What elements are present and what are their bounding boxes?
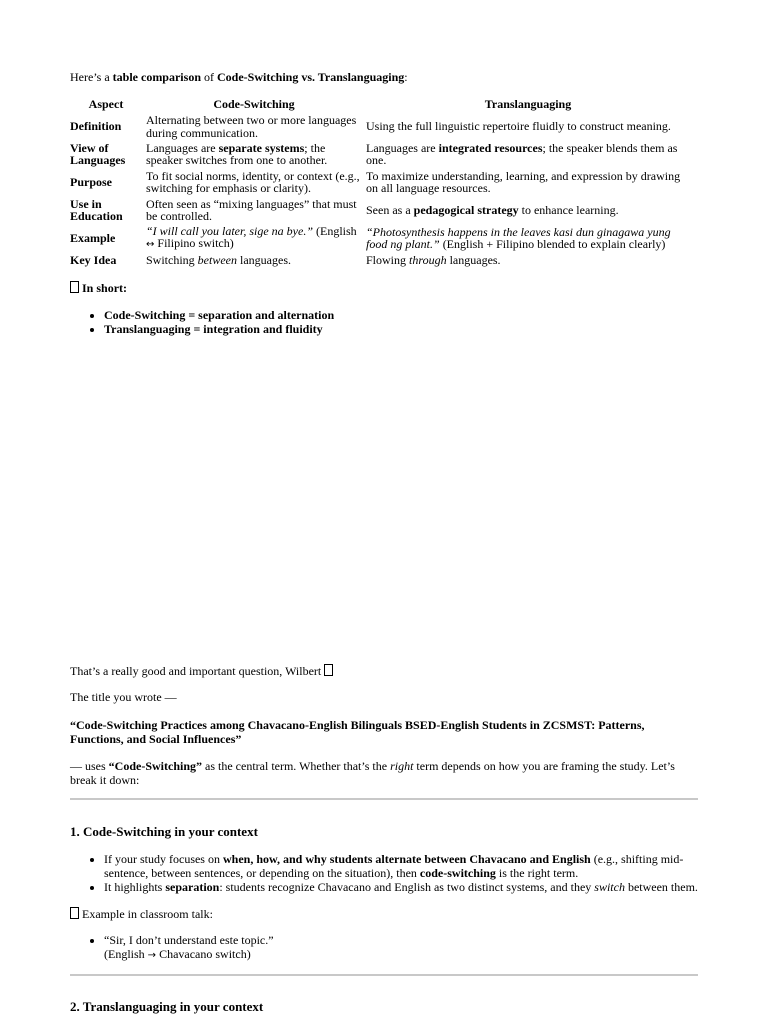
table-header-row xyxy=(68,95,692,113)
example-label: Example in classroom talk: xyxy=(70,907,698,921)
in-short-list xyxy=(70,308,698,336)
row-translanguaging: Seen as a pedagogical strategy to enhance learning. xyxy=(366,202,619,217)
row-aspect: View of Languages xyxy=(70,140,126,167)
header-translanguaging: Translanguaging xyxy=(484,97,572,111)
missing-glyph-icon xyxy=(70,907,79,919)
comparison-table xyxy=(68,95,692,268)
row-aspect: Definition xyxy=(70,119,122,134)
study-title: “Code-Switching Practices among Chavacano-English Bilinguals BSED-English Students in ZCSMST: Patterns, Functions, and Social Influences” xyxy=(70,718,645,746)
row-translanguaging: “Photosynthesis happens in the leaves kasi dun ginagawa yung food ng plant.” (English + Filipino blended to explain clearly) xyxy=(366,224,671,251)
row-aspect: Example xyxy=(70,230,116,245)
missing-glyph-icon xyxy=(70,281,79,293)
table-row xyxy=(68,252,692,268)
table-row xyxy=(68,224,692,252)
header-aspect: Aspect xyxy=(88,97,124,111)
row-code-switching: Switching between languages. xyxy=(146,252,291,267)
list-item: • If your study focuses on when, how, and why students alternate between Chavacano and English (e.g., shifting mid-sentence, between sentences, or depending on the situation), then code-switching is the right term. xyxy=(104,852,698,880)
section2-heading: 2. Translanguaging in your context xyxy=(70,999,264,1014)
row-translanguaging: Languages are integrated resources; the speaker blends them as one. xyxy=(366,140,678,167)
row-translanguaging: Flowing through languages. xyxy=(366,252,501,267)
table-row xyxy=(68,168,692,196)
row-aspect: Purpose xyxy=(70,174,112,189)
list-item: • “Sir, I don’t understand este topic.” (English → Chavacano switch) xyxy=(104,933,698,963)
row-translanguaging: To maximize understanding, learning, and expression by drawing on all language resources. xyxy=(366,168,681,195)
row-aspect: Use in Education xyxy=(70,196,123,223)
divider xyxy=(70,974,698,976)
divider xyxy=(70,798,698,800)
intro-paragraph: Here’s a table comparison of Code-Switching vs. Translanguaging: xyxy=(70,70,408,84)
row-code-switching: To fit social norms, identity, or context (e.g., switching for emphasis or clarity). xyxy=(146,168,360,195)
row-aspect: Key Idea xyxy=(70,252,117,267)
missing-glyph-icon xyxy=(324,664,333,676)
list-item: • Code-Switching = separation and alternation xyxy=(104,308,698,322)
table-row xyxy=(68,113,692,140)
row-code-switching: Alternating between two or more languages during communication. xyxy=(146,113,357,140)
row-code-switching: Languages are separate systems; the speaker switches from one to another. xyxy=(146,140,328,167)
list-item: • Translanguaging = integration and fluidity xyxy=(104,322,698,336)
reply-intro: That’s a really good and important question, Wilbert xyxy=(70,664,698,678)
header-code-switching: Code-Switching xyxy=(213,97,295,111)
example-list xyxy=(70,933,698,963)
table-row xyxy=(68,140,692,168)
list-item: • It highlights separation: students recognize Chavacano and English as two distinct systems, and they switch between them. xyxy=(104,880,698,894)
reply-explanation: — uses “Code-Switching” as the central term. Whether that’s the right term depends on how you are framing the study. Let’s break it down: xyxy=(70,759,675,787)
section1-heading: 1. Code-Switching in your context xyxy=(70,824,258,839)
left-right-arrow-icon: ↔ xyxy=(146,239,155,250)
section1-list xyxy=(70,852,698,894)
right-arrow-icon: → xyxy=(147,950,157,961)
in-short-label: In short: xyxy=(70,281,698,295)
table-row xyxy=(68,196,692,224)
row-code-switching: “I will call you later, sige na bye.” (English ↔ Filipino switch) xyxy=(146,223,357,250)
row-code-switching: Often seen as “mixing languages” that must be controlled. xyxy=(146,196,357,223)
reply-title-lead: The title you wrote — xyxy=(70,690,177,704)
row-translanguaging: Using the full linguistic repertoire fluidly to construct meaning. xyxy=(366,119,671,134)
